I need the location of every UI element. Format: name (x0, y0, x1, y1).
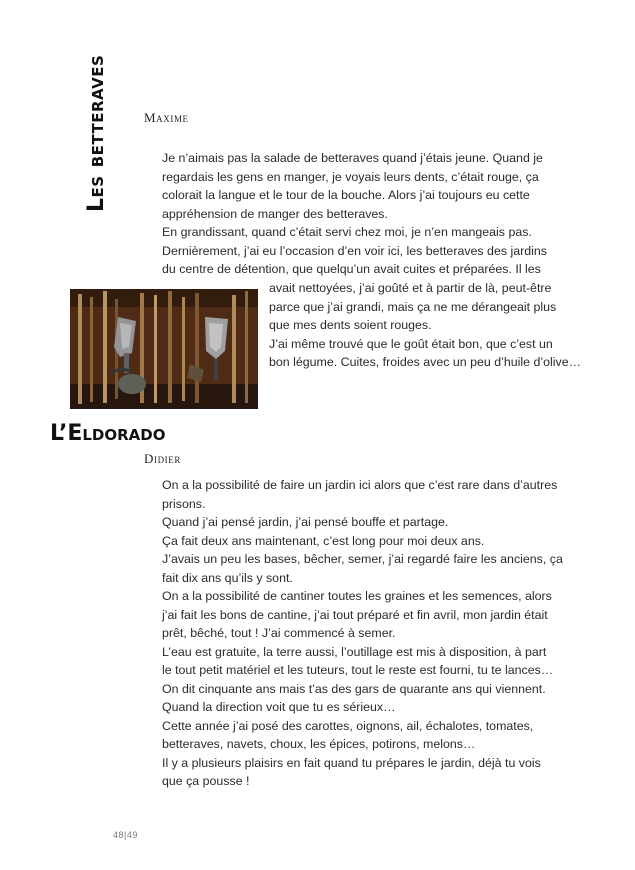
author-maxime: Maxime (144, 110, 189, 125)
author-didier: Didier (144, 451, 181, 466)
text-line: colorait la langue et le tour de la bouche. Alors j’ai toujours eu cette (162, 188, 530, 202)
text-line: betteraves, navets, choux, les épices, potirons, melons… (162, 737, 476, 751)
text-line: regardais les gens en manger, je voyais leurs dents, c’était rouge, ça (162, 169, 539, 184)
text-line: Quand j’ai pensé jardin, j’ai pensé bouffe et partage. (162, 515, 449, 529)
text-line: fait dix ans qu’ils y sont. (162, 570, 293, 585)
text-line: J’ai même trouvé que le goût était bon, que c’est un (269, 336, 553, 351)
text-line: Il y a plusieurs plaisirs en fait quand tu prépares le jardin, déjà tu vois (162, 755, 541, 770)
paragraph-eldorado (162, 476, 598, 791)
text-line: Ça fait deux ans maintenant, c’est long pour moi deux ans. (162, 533, 485, 548)
text-line: le tout petit matériel et les tuteurs, tout le reste est fourni, tu te lances… (162, 663, 554, 677)
text-line: parce que j’ai grandi, mais ça ne me dérangeait plus (269, 299, 557, 314)
text-line: prêt, bêché, tout ! J’ai commencé à semer. (162, 626, 396, 640)
text-line: j’ai fait les bons de cantine, j’ai tout préparé et fin avril, mon jardin était (162, 607, 548, 622)
text-line: prisons. (162, 496, 206, 511)
text-line: On dit cinquante ans mais t’as des gars de quarante ans qui viennent. (162, 681, 546, 696)
text-line: que ça pousse ! (162, 774, 250, 788)
section-title-eldorado: L’Eldorado (50, 421, 166, 446)
text-line: avait nettoyées, j’ai goûté et à partir de là, peut-être (269, 281, 552, 295)
text-line: Quand la direction voit que tu es sérieux… (162, 700, 396, 714)
text-line: J’avais un peu les bases, bêcher, semer, j’ai regardé faire les anciens, ça (162, 552, 563, 566)
text-line: Je n’aimais pas la salade de betteraves quand j’étais jeune. Quand je (162, 151, 543, 165)
garden-tools-photo-icon (70, 289, 258, 409)
text-line: On a la possibilité de faire un jardin ici alors que c’est rare dans d’autres (162, 478, 558, 492)
text-line: L’eau est gratuite, la terre aussi, l’outillage est mis à disposition, à part (162, 644, 547, 659)
paragraph-betteraves-1 (162, 149, 598, 279)
garden-tools-photo (70, 289, 258, 409)
text-line: bon légume. Cuites, froides avec un peu d’huile d’olive… (269, 355, 582, 369)
text-line: On a la possibilité de cantiner toutes les graines et les semences, alors (162, 589, 552, 603)
text-line: du centre de détention, que quelqu’un avait cuites et préparées. Il les (162, 262, 541, 276)
section-title-betteraves: Les betteraves (84, 54, 109, 212)
paragraph-betteraves-2 (269, 279, 599, 372)
text-line: Dernièrement, j’ai eu l’occasion d’en voir ici, les betteraves des jardins (162, 243, 547, 258)
page-numbers: 48|49 (113, 830, 138, 840)
text-line: que mes dents soient rouges. (269, 318, 432, 332)
text-line: En grandissant, quand c’était servi chez moi, je n’en mangeais pas. (162, 225, 532, 239)
text-line: Cette année j’ai posé des carottes, oignons, ail, échalotes, tomates, (162, 718, 534, 733)
text-line: appréhension de manger des betteraves. (162, 206, 388, 221)
